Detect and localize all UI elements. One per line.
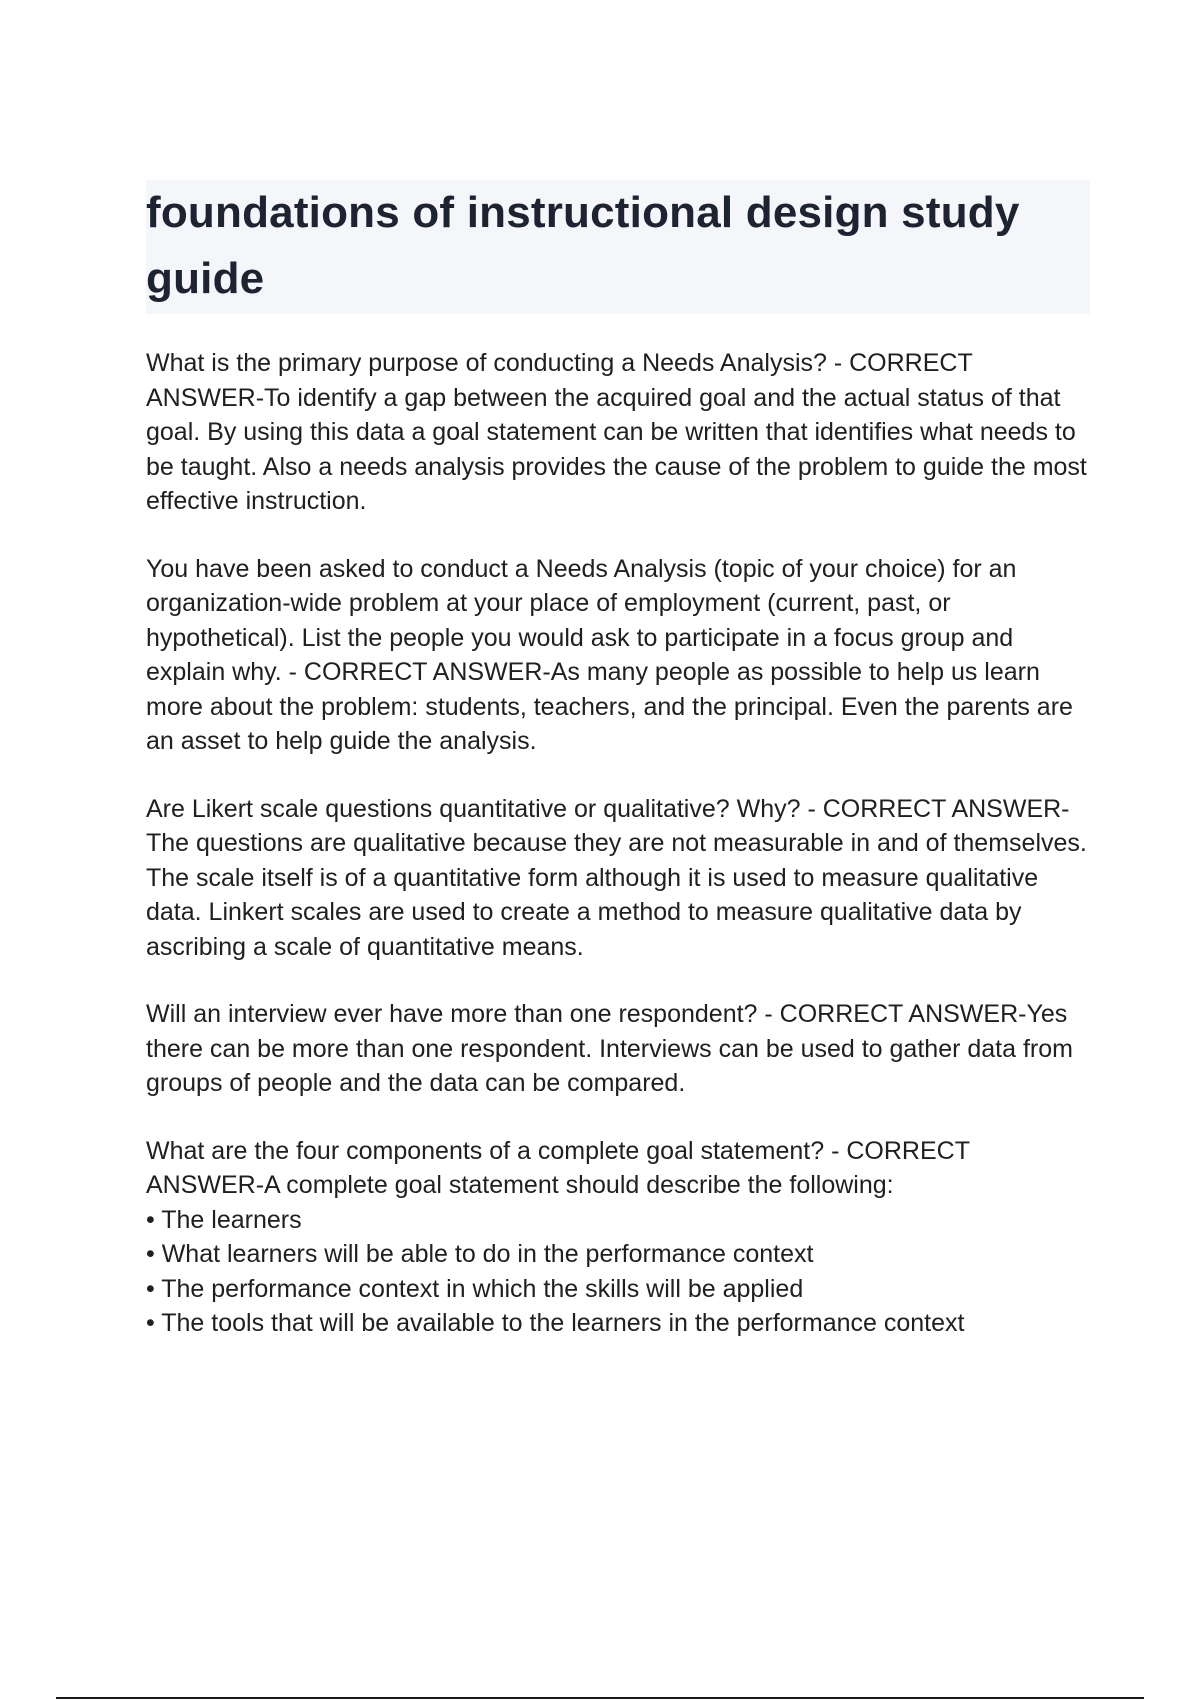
bullet-item: • The performance context in which the skills will be applied [146, 1274, 804, 1303]
title-block [146, 180, 1090, 314]
qa-text: What are the four components of a complete goal statement? - CORRECT ANSWER-A complete goal statement should describe the following: [146, 1136, 970, 1199]
qa-text: You have been asked to conduct a Needs Analysis (topic of your choice) for an organization-wide problem at your place of employment (current, past, or hypothetical). List the people you would ask to participate in a focus group and explain why. - CORRECT ANSWER-As many people as possible to help us learn more about the problem: students, teachers, and the principal. Even the parents are an asset to help guide the analysis. [146, 554, 1073, 755]
qa-item [146, 1134, 1090, 1341]
qa-text: Are Likert scale questions quantitative or qualitative? Why? - CORRECT ANSWER-The questions are qualitative because they are not measurable in and of themselves. [146, 794, 1087, 857]
document-title: foundations of instructional design study guide [146, 188, 1020, 303]
qa-item [146, 792, 1090, 965]
bullet-item: • The learners [146, 1205, 302, 1234]
bullet-item: • The tools that will be available to the learners in the performance context [146, 1309, 965, 1337]
document-body [146, 346, 1090, 1374]
qa-text-continuation: The scale itself is of a quantitative form although it is used to measure qualitative data. Linkert scales are used to create a method to measure qualitative data by ascribing a scale of quantitative means. [146, 863, 1039, 961]
qa-item [146, 346, 1090, 519]
page-bottom-divider [56, 1697, 1144, 1699]
bullet-item: • What learners will be able to do in the performance context [146, 1240, 814, 1268]
qa-text: What is the primary purpose of conducting a Needs Analysis? - CORRECT ANSWER-To identify a gap between the acquired goal and the actual status of that goal. By using this data a goal statement can be written that identifies what needs to be taught. Also a needs analysis provides the cause of the problem to guide the most effective instruction. [146, 349, 1087, 515]
qa-text: Will an interview ever have more than one respondent? - CORRECT ANSWER-Yes there can be more than one respondent. Interviews can be used to gather data from groups of people and the data can be compared. [146, 1000, 1073, 1097]
qa-item [146, 552, 1090, 759]
qa-item [146, 997, 1090, 1101]
